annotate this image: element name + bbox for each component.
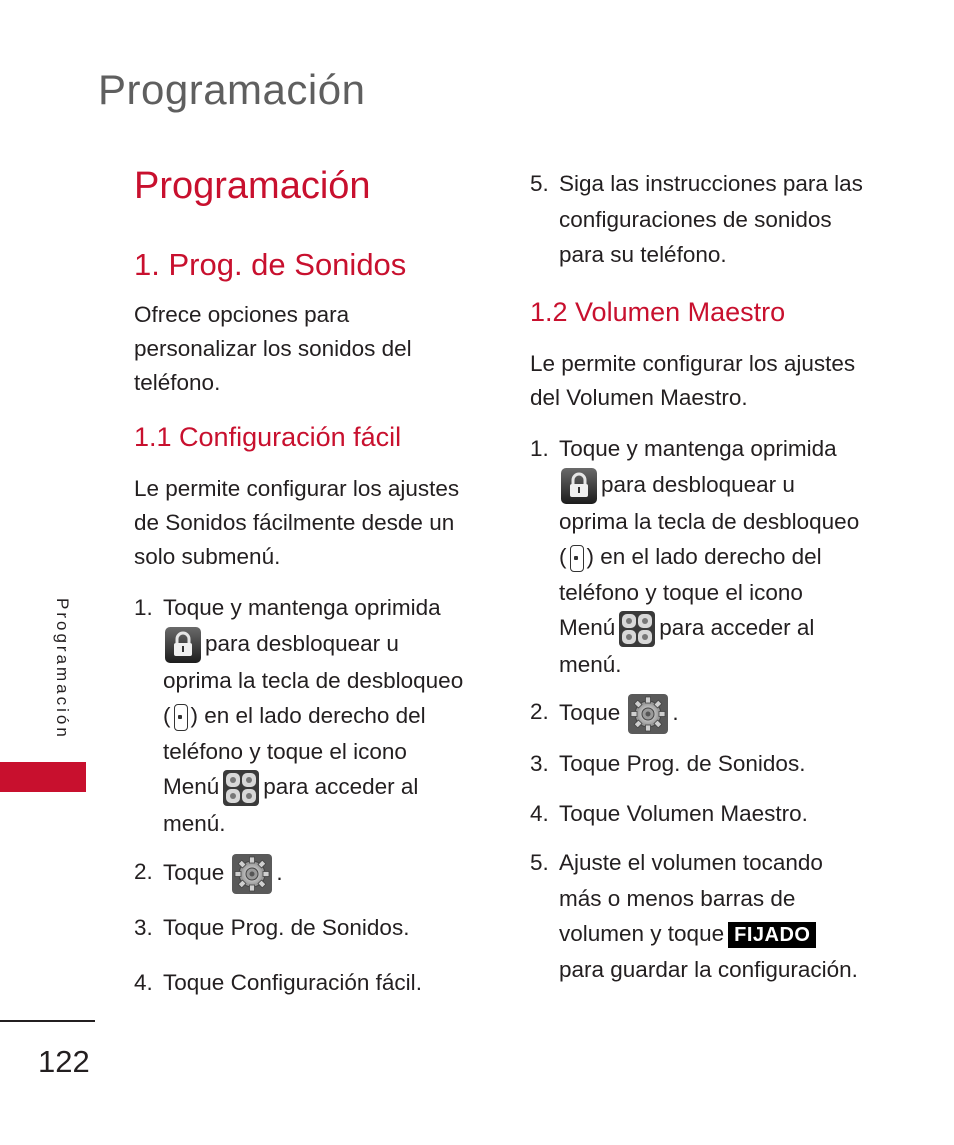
menu-option-name: Prog. de Sonidos: [626, 751, 800, 776]
list-item: [530, 746, 805, 782]
menu-grid-icon: [223, 770, 259, 806]
section-tab-marker: [0, 762, 86, 792]
step-line: para su teléfono.: [559, 242, 727, 267]
step-text: .: [415, 970, 422, 995]
step-line: Ajuste el volumen tocando: [559, 850, 823, 875]
step-text: Toque: [559, 751, 621, 776]
sub-intro-paragraph: [530, 347, 855, 415]
list-item: [530, 796, 808, 832]
step-2-left: [134, 854, 283, 894]
step-line: [559, 467, 890, 504]
step-number: 1.: [134, 595, 153, 620]
step-number: 2.: [530, 699, 549, 724]
section-title: Programación: [134, 165, 371, 207]
step-text: .: [672, 699, 679, 725]
steps-list-right: [530, 431, 890, 683]
step-text: volumen y toque: [559, 921, 725, 946]
step-5-right: [530, 845, 890, 987]
sub-intro-line: Le permite configurar los ajustes: [134, 476, 460, 501]
settings-gear-icon: [232, 854, 272, 894]
step-text: .: [799, 751, 806, 776]
list-item: [134, 910, 409, 946]
step-line: más o menos barras de: [559, 885, 796, 911]
step-text: .: [403, 915, 410, 940]
menu-option-name: Volumen Maestro: [626, 801, 802, 826]
menu-grid-icon: [619, 611, 655, 647]
step-text: .: [801, 801, 808, 826]
step-line: oprima la tecla de desbloqueo: [559, 508, 860, 534]
step-number: 4.: [530, 801, 549, 826]
step-3-right: [530, 746, 805, 782]
step-line: teléfono y toque el icono: [559, 579, 803, 605]
step-text: para acceder al: [263, 774, 419, 800]
intro-line: personalizar los sonidos del: [134, 336, 412, 361]
list-item: [134, 590, 494, 842]
step-line: Toque y mantenga oprimida: [559, 436, 837, 461]
step-4-right: [530, 796, 808, 832]
menu-option-name: Prog. de Sonidos: [230, 915, 404, 940]
side-key-icon: [570, 545, 584, 572]
step-number: 5.: [530, 850, 549, 875]
sub-intro-line: de Sonidos fácilmente desde un: [134, 510, 455, 535]
step-3-left: [134, 910, 409, 946]
step-line: Toque y mantenga oprimida: [163, 595, 441, 620]
step-text: para desbloquear u: [601, 471, 795, 497]
step-line: oprima la tecla de desbloqueo: [163, 667, 464, 693]
intro-line: teléfono.: [134, 370, 221, 395]
intro-paragraph: [134, 298, 412, 400]
step-line: [559, 610, 890, 647]
step-text: .: [276, 859, 283, 885]
step-5-continued: [530, 166, 863, 273]
subheading-configuracion-facil: 1.1 Configuración fácil: [134, 422, 402, 452]
step-text: Toque: [559, 801, 621, 826]
list-item: [134, 854, 283, 894]
side-key-icon: [174, 704, 188, 731]
lock-icon: [165, 627, 201, 663]
list-item: [530, 694, 679, 734]
intro-line: Ofrece opciones para: [134, 302, 350, 327]
step-text: Toque: [163, 859, 225, 885]
step-text: (: [163, 703, 171, 729]
step-number: 3.: [530, 751, 549, 776]
step-text: Menú: [559, 615, 616, 641]
settings-gear-icon: [628, 694, 668, 734]
step-2-right: [530, 694, 679, 734]
step-line: [163, 769, 494, 806]
step-number: 5.: [530, 171, 549, 196]
side-section-label-text: Programación: [53, 598, 72, 740]
sub-intro-line: del Volumen Maestro.: [530, 385, 748, 410]
list-item: [530, 845, 890, 987]
list-item: [134, 965, 422, 1001]
step-text: Toque: [163, 970, 225, 995]
step-4-left: [134, 965, 422, 1001]
step-line: configuraciones de sonidos: [559, 206, 832, 232]
footer-divider: [0, 1020, 95, 1022]
steps-list-left: [134, 590, 494, 842]
subheading-volumen-maestro: 1.2 Volumen Maestro: [530, 297, 786, 327]
step-line: [163, 626, 494, 663]
step-number: 1.: [530, 436, 549, 461]
step-number: 4.: [134, 970, 153, 995]
page-number: 122: [38, 1044, 90, 1079]
step-line: [163, 698, 494, 734]
step-text: Toque: [163, 915, 225, 940]
list-item: [530, 431, 890, 683]
heading-prog-sonidos: 1. Prog. de Sonidos: [134, 247, 407, 282]
step-line: teléfono y toque el icono: [163, 738, 407, 764]
step-text: ) en el lado derecho del: [190, 703, 426, 729]
sub-intro-paragraph: [134, 472, 459, 574]
step-line: para guardar la configuración.: [559, 956, 858, 982]
step-text: Menú: [163, 774, 220, 800]
step-line: Siga las instrucciones para las: [559, 171, 863, 196]
step-text: ) en el lado derecho del: [586, 544, 822, 570]
step-number: 3.: [134, 915, 153, 940]
step-text: para acceder al: [659, 615, 815, 641]
step-line: menú.: [163, 811, 226, 837]
page-header-title: Programación: [98, 66, 366, 113]
menu-option-name: Configuración fácil: [230, 970, 416, 995]
side-section-label: [52, 598, 92, 758]
step-number: 2.: [134, 859, 153, 884]
step-line: [559, 916, 890, 952]
sub-intro-line: Le permite configurar los ajustes: [530, 351, 856, 376]
step-line: [559, 539, 890, 575]
fijado-button: FIJADO: [728, 922, 816, 948]
lock-icon: [561, 468, 597, 504]
step-text: (: [559, 544, 567, 570]
list-item: [530, 166, 863, 273]
step-line: menú.: [559, 652, 622, 678]
step-text: para desbloquear u: [205, 630, 399, 656]
step-text: Toque: [559, 699, 621, 725]
sub-intro-line: solo submenú.: [134, 544, 281, 569]
